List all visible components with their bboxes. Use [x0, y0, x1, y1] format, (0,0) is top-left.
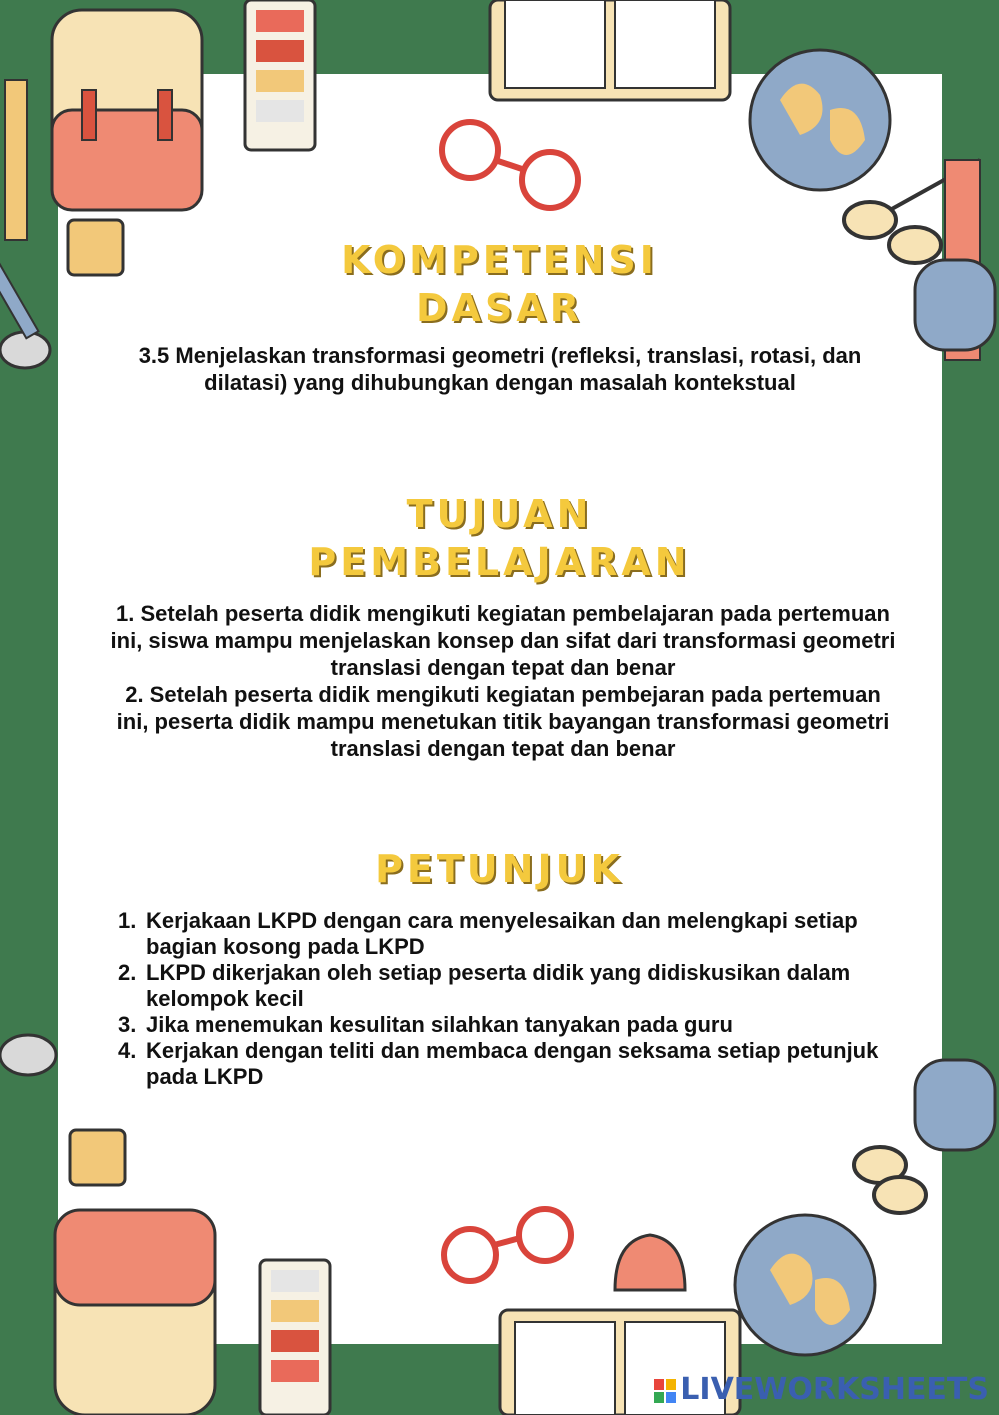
heading-kompetensi-line2: DASAR	[416, 286, 583, 330]
liveworksheets-logo-icon	[654, 1379, 676, 1403]
backpack-bottom-icon	[55, 1210, 215, 1415]
list-item	[118, 1012, 898, 1038]
list-item	[118, 1038, 898, 1090]
tujuan-item-2: 2. Setelah peserta didik mengikuti kegiatan pembejaran pada pertemuan ini, peserta didik mampu menetukan titik bayangan transformasi geometri translasi dengan tepat dan benar	[116, 682, 890, 761]
heading-tujuan-line2: PEMBELAJARAN	[308, 540, 691, 584]
tape-bottom-icon	[0, 1035, 56, 1075]
heading-kompetensi-line1: KOMPETENSI	[341, 238, 658, 282]
globe-icon	[750, 50, 890, 190]
list-item	[118, 960, 898, 1012]
globe-bottom-icon	[735, 1215, 875, 1355]
sharpener-bottom-icon	[70, 1130, 125, 1185]
list-item-number: 1.	[118, 908, 137, 933]
petunjuk-list	[118, 908, 898, 1090]
heading-tujuan	[0, 490, 999, 586]
paint-palette-bottom-icon	[260, 1260, 330, 1415]
glasses-bottom-icon	[444, 1209, 571, 1281]
kompetensi-text: 3.5 Menjelaskan transformasi geometri (refleksi, translasi, rotasi, dan dilatasi) yang dihubungkan dengan masalah kontekstual	[138, 343, 862, 395]
heading-tujuan-line1: TUJUAN	[406, 492, 593, 536]
list-item-text: Jika menemukan kesulitan silahkan tanyakan pada guru	[146, 1012, 733, 1037]
list-item-number: 3.	[118, 1012, 137, 1037]
watermark-text: LIVEWORKSHEETS	[680, 1372, 989, 1407]
bell-icon	[615, 1235, 685, 1290]
tujuan-item-1: 1. Setelah peserta didik mengikuti kegiatan pembelajaran pada pertemuan ini, siswa mampu menjelaskan konsep dan sifat dari transformasi geometri translasi dengan tepat dan benar	[110, 601, 896, 680]
liveworksheets-logo	[654, 1372, 989, 1407]
tujuan-list	[108, 600, 898, 762]
list-item-text: LKPD dikerjakan oleh setiap peserta didik yang didiskusikan dalam kelompok kecil	[146, 960, 851, 1011]
open-notebook-icon	[490, 0, 730, 100]
heading-kompetensi	[0, 236, 999, 332]
scissors-bottom-icon	[854, 1147, 926, 1213]
pencil-cup-bottom-icon	[915, 1060, 995, 1150]
heading-petunjuk: PETUNJUK	[375, 847, 624, 891]
list-item-text: Kerjakaan LKPD dengan cara menyelesaikan dan melengkapi setiap bagian kosong pada LKPD	[146, 908, 858, 959]
backpack-icon	[52, 10, 202, 210]
list-item	[118, 908, 898, 960]
glasses-icon	[442, 122, 578, 208]
paint-palette-icon	[245, 0, 315, 150]
list-item-text: Kerjakan dengan teliti dan membaca dengan seksama setiap petunjuk pada LKPD	[146, 1038, 879, 1089]
list-item-number: 2.	[118, 960, 137, 985]
list-item-number: 4.	[118, 1038, 137, 1063]
